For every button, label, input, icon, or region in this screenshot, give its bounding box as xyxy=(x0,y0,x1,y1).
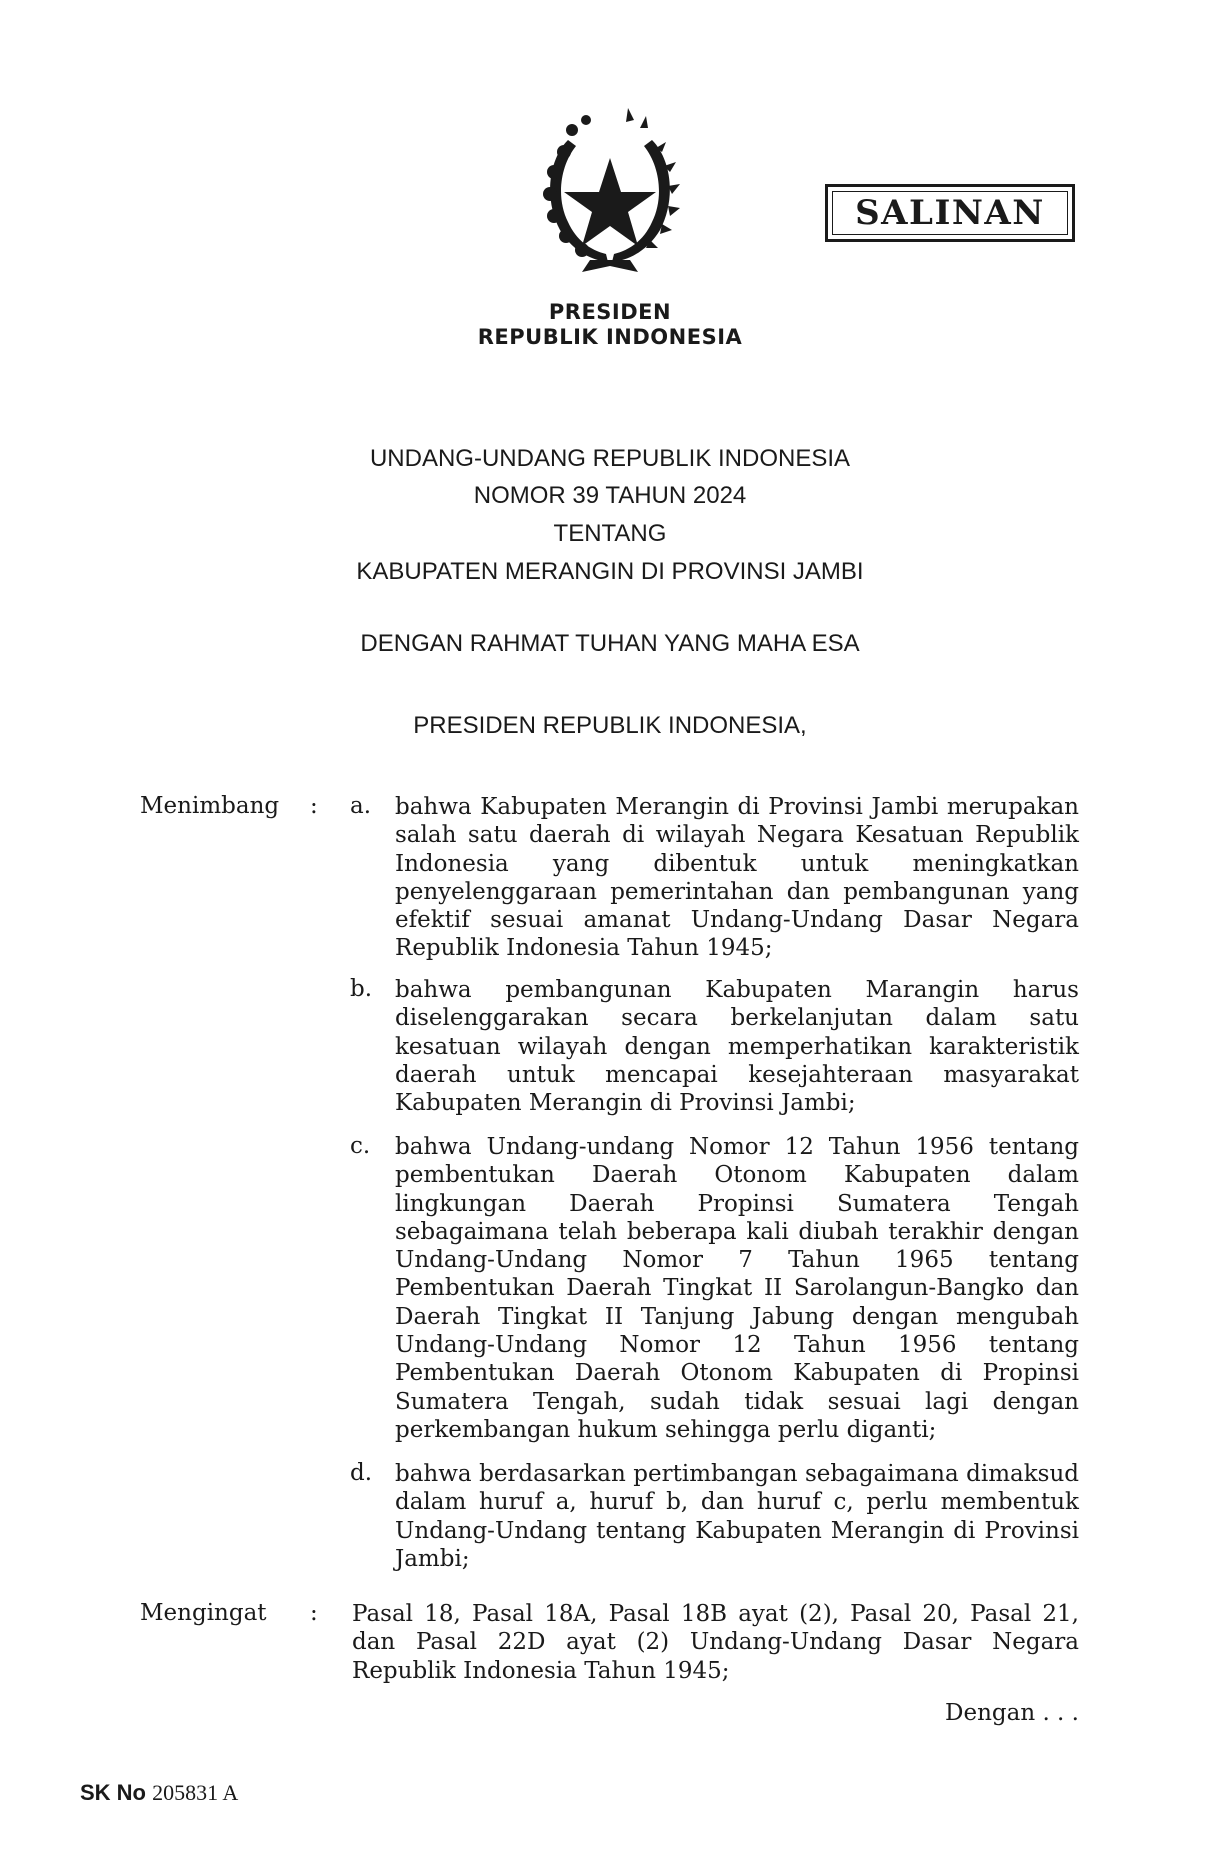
menimbang-marker-d: d. xyxy=(350,1460,373,1486)
menimbang-item-b: bahwa pembangunan Kabupaten Marangin harus diselenggarakan secara berkelanjutan dalam satu kesatuan wilayah dengan memperhatikan karakteristik daerah untuk mencapai kesejahteraan masyarakat Kabupaten Merangin di Provinsi Jambi; xyxy=(395,977,1079,1117)
menimbang-colon: : xyxy=(310,793,318,819)
menimbang-marker-b: b. xyxy=(350,976,373,1002)
emblem-caption-line2: REPUBLIK INDONESIA xyxy=(477,325,743,349)
title-line-2: NOMOR 39 TAHUN 2024 xyxy=(473,482,747,509)
garuda-star-emblem-icon xyxy=(520,100,700,290)
menimbang-label: Menimbang xyxy=(140,793,280,819)
title-line-3: TENTANG xyxy=(553,520,667,547)
mengingat-text: Pasal 18, Pasal 18A, Pasal 18B ayat (2), Pasal 20, Pasal 21, dan Pasal 22D ayat (2) Undang-Undang Dasar Negara Republik Indonesia Tahun 1945; xyxy=(352,1601,1079,1684)
sk-number xyxy=(80,1780,238,1806)
title-line-4: KABUPATEN MERANGIN DI PROVINSI JAMBI xyxy=(356,558,864,585)
emblem-caption-line1: PRESIDEN xyxy=(548,300,672,324)
mengingat-label: Mengingat xyxy=(140,1600,267,1626)
sk-label: SK No xyxy=(80,1780,146,1805)
menimbang-item-a: bahwa Kabupaten Merangin di Provinsi Jambi merupakan salah satu daerah di wilayah Negara Kesatuan Republik Indonesia yang dibentuk untuk meningkatkan penyelenggaraan pemerintahan dan pembangunan yang efektif sesuai amanat Undang-Undang Dasar Negara Republik Indonesia Tahun 1945; xyxy=(395,794,1079,962)
title-line-1: UNDANG-UNDANG REPUBLIK INDONESIA xyxy=(369,445,851,472)
continuation-text: Dengan . . . xyxy=(945,1700,1079,1726)
preamble: DENGAN RAHMAT TUHAN YANG MAHA ESA xyxy=(360,630,860,657)
mengingat-colon: : xyxy=(310,1600,318,1626)
menimbang-item-c: bahwa Undang-undang Nomor 12 Tahun 1956 tentang pembentukan Daerah Otonom Kabupaten dalam lingkungan Daerah Propinsi Sumatera Tengah sebagaimana telah beberapa kali diubah terakhir dengan Undang-Undang Nomor 7 Tahun 1965 tentang Pembentukan Daerah Tingkat II Sarolangun-Bangko dan Daerah Tingkat II Tanjung Jabung dengan mengubah Undang-Undang Nomor 12 Tahun 1956 tentang Pembentukan Daerah Otonom Kabupaten di Propinsi Sumatera Tengah, sudah tidak sesuai lagi dengan perkembangan hukum sehingga perlu diganti; xyxy=(395,1134,1079,1443)
sk-value: 205831 A xyxy=(152,1780,239,1805)
salinan-stamp-text: SALINAN xyxy=(832,191,1068,235)
issuer: PRESIDEN REPUBLIK INDONESIA, xyxy=(413,712,807,739)
menimbang-item-d: bahwa berdasarkan pertimbangan sebagaimana dimaksud dalam huruf a, huruf b, dan huruf c, perlu membentuk Undang-Undang tentang Kabupaten Merangin di Provinsi Jambi; xyxy=(395,1461,1079,1572)
menimbang-marker-c: c. xyxy=(350,1133,371,1159)
menimbang-marker-a: a. xyxy=(350,793,372,819)
salinan-stamp xyxy=(825,184,1075,242)
